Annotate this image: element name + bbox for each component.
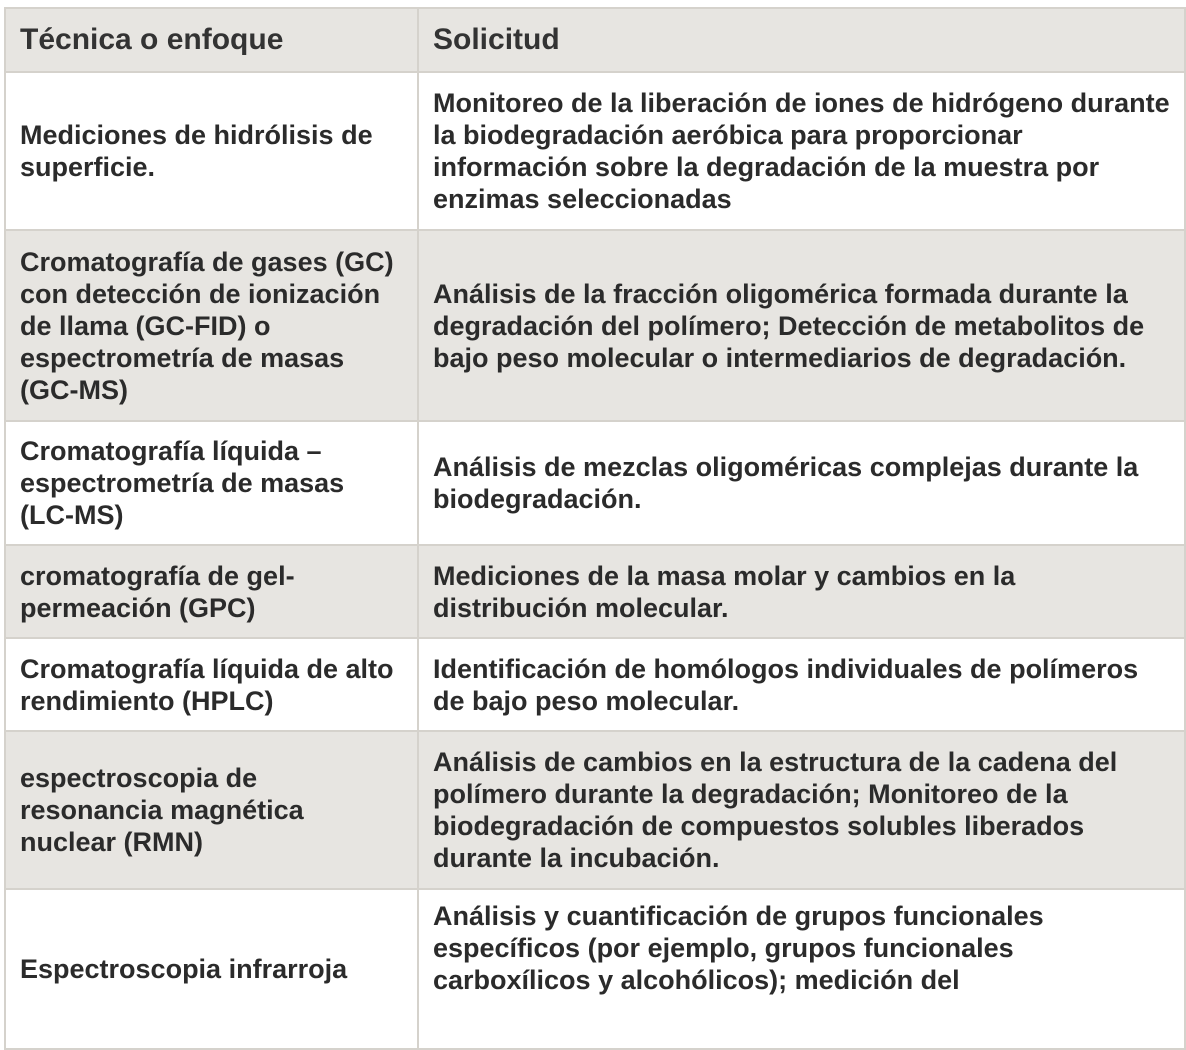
application-cell: Análisis de mezclas oligoméricas complejas durante la biodegradación. — [418, 421, 1185, 545]
technique-cell: cromatografía de gel-permeación (GPC) — [5, 545, 418, 638]
techniques-table — [4, 7, 1186, 1050]
table-row — [5, 889, 1185, 1049]
header-application: Solicitud — [418, 8, 1185, 72]
technique-cell: Mediciones de hidrólisis de superficie. — [5, 72, 418, 230]
table-row — [5, 731, 1185, 889]
application-cell: Análisis de la fracción oligomérica formada durante la degradación del polímero; Detección de metabolitos de bajo peso molecular o intermediarios de degradación. — [418, 230, 1185, 421]
application-cell: Análisis de cambios en la estructura de la cadena del polímero durante la degradación; Monitoreo de la biodegradación de compuestos solubles liberados durante la incubación. — [418, 731, 1185, 889]
technique-cell: Cromatografía líquida – espectrometría de masas (LC-MS) — [5, 421, 418, 545]
technique-cell: espectroscopia de resonancia magnética nuclear (RMN) — [5, 731, 418, 889]
header-technique: Técnica o enfoque — [5, 8, 418, 72]
table-header-row — [5, 8, 1185, 72]
table-row — [5, 638, 1185, 731]
application-cell: Monitoreo de la liberación de iones de hidrógeno durante la biodegradación aeróbica para proporcionar información sobre la degradación de la muestra por enzimas seleccionadas — [418, 72, 1185, 230]
technique-cell: Espectroscopia infrarroja — [5, 889, 418, 1049]
application-cell: Mediciones de la masa molar y cambios en la distribución molecular. — [418, 545, 1185, 638]
table-row — [5, 72, 1185, 230]
application-cell: Análisis y cuantificación de grupos funcionales específicos (por ejemplo, grupos funcionales carboxílicos y alcohólicos); medición del — [418, 889, 1185, 1049]
top-strip — [0, 0, 1006, 7]
technique-cell: Cromatografía de gases (GC) con detección de ionización de llama (GC-FID) o espectrometría de masas (GC-MS) — [5, 230, 418, 421]
table-row — [5, 421, 1185, 545]
technique-cell: Cromatografía líquida de alto rendimiento (HPLC) — [5, 638, 418, 731]
application-cell: Identificación de homólogos individuales de polímeros de bajo peso molecular. — [418, 638, 1185, 731]
table-row — [5, 230, 1185, 421]
table-row — [5, 545, 1185, 638]
